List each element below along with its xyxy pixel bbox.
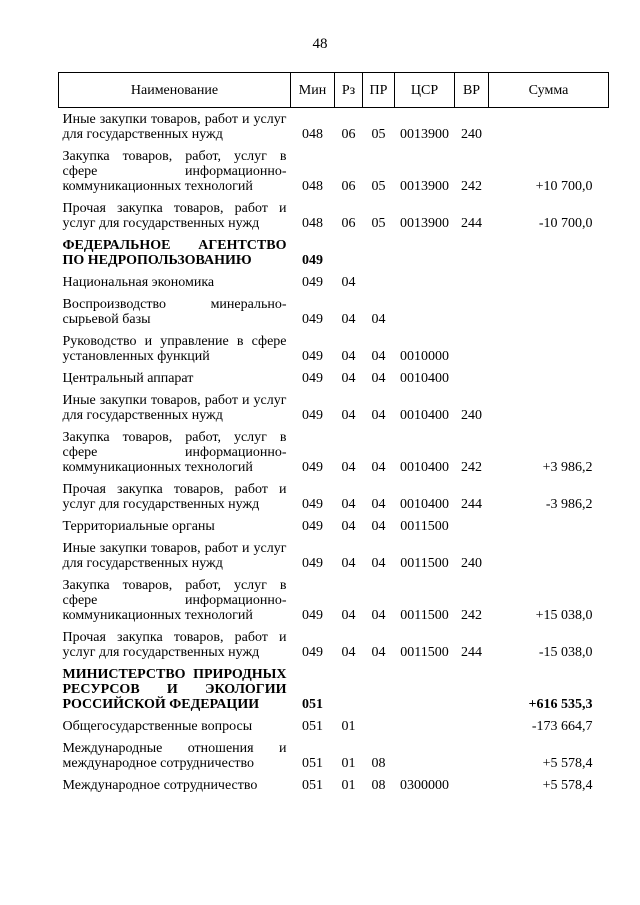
row-sum xyxy=(489,234,609,271)
row-min: 048 xyxy=(302,179,323,194)
row-csr: 0010400 xyxy=(400,460,449,475)
table-body xyxy=(59,108,609,797)
table-row xyxy=(59,774,609,796)
row-csr: 0010000 xyxy=(400,349,449,364)
row-pr: 04 xyxy=(371,645,386,660)
table-row xyxy=(59,515,609,537)
row-pr: 08 xyxy=(371,778,386,793)
row-csr: 0013900 xyxy=(400,127,449,142)
row-vr xyxy=(455,367,489,389)
row-min: 048 xyxy=(302,127,323,142)
row-min: 048 xyxy=(302,216,323,231)
row-csr: 0013900 xyxy=(400,179,449,194)
row-sum: -15 038,0 xyxy=(538,645,593,660)
table-row xyxy=(59,663,609,715)
row-min: 051 xyxy=(302,756,323,771)
table-header-row xyxy=(59,73,609,108)
header-vr: ВР xyxy=(455,73,489,108)
row-sum xyxy=(489,330,609,367)
row-vr xyxy=(455,737,489,774)
row-vr: 244 xyxy=(461,645,482,660)
row-rz: 06 xyxy=(341,216,356,231)
row-name: Центральный аппарат xyxy=(62,371,194,386)
row-csr: 0010400 xyxy=(400,371,449,386)
row-csr: 0011500 xyxy=(400,519,449,534)
row-min: 051 xyxy=(302,778,323,793)
row-csr: 0010400 xyxy=(400,497,449,512)
row-vr xyxy=(455,330,489,367)
row-csr xyxy=(395,737,455,774)
row-rz: 04 xyxy=(341,460,356,475)
row-min: 049 xyxy=(302,519,323,534)
row-name: Иные закупки товаров, работ и услуг для государственных нужд xyxy=(62,393,287,423)
row-sum: +10 700,0 xyxy=(535,179,593,194)
table-row xyxy=(59,574,609,626)
table-row xyxy=(59,234,609,271)
row-rz: 06 xyxy=(341,127,356,142)
table-row xyxy=(59,715,609,737)
header-rz: Рз xyxy=(335,73,363,108)
table-row xyxy=(59,330,609,367)
row-rz: 04 xyxy=(341,556,356,571)
row-name: Иные закупки товаров, работ и услуг для государственных нужд xyxy=(62,541,287,571)
row-pr: 05 xyxy=(371,179,386,194)
table-row xyxy=(59,145,609,197)
row-sum xyxy=(489,537,609,574)
row-csr xyxy=(395,234,455,271)
row-pr: 05 xyxy=(371,127,386,142)
row-vr xyxy=(455,234,489,271)
row-rz: 04 xyxy=(341,519,356,534)
row-vr: 244 xyxy=(461,497,482,512)
row-sum: +3 986,2 xyxy=(542,460,593,475)
row-name: Закупка товаров, работ, услуг в сфере информационно-коммуникационных технологий xyxy=(62,578,287,623)
row-csr: 0011500 xyxy=(400,556,449,571)
header-sum: Сумма xyxy=(489,73,609,108)
row-vr: 242 xyxy=(461,460,482,475)
row-name: Общегосударственные вопросы xyxy=(62,719,253,734)
row-rz: 01 xyxy=(341,778,356,793)
row-name: Руководство и управление в сфере установленных функций xyxy=(62,334,287,364)
row-csr: 0010400 xyxy=(400,408,449,423)
row-rz: 04 xyxy=(341,275,356,290)
row-pr: 04 xyxy=(371,371,386,386)
header-name: Наименование xyxy=(59,73,291,108)
row-name: Международное сотрудничество xyxy=(62,778,258,793)
table-row xyxy=(59,293,609,330)
row-name: Национальная экономика xyxy=(62,275,215,290)
table-row xyxy=(59,197,609,234)
row-min: 049 xyxy=(302,645,323,660)
header-csr: ЦСР xyxy=(395,73,455,108)
table-row xyxy=(59,271,609,293)
row-rz: 01 xyxy=(341,756,356,771)
row-pr xyxy=(363,234,395,271)
row-name: ФЕДЕРАЛЬНОЕ АГЕНТСТВО ПО НЕДРОПОЛЬЗОВАНИЮ xyxy=(62,238,287,268)
row-name: Прочая закупка товаров, работ и услуг для государственных нужд xyxy=(62,482,287,512)
row-name: Прочая закупка товаров, работ и услуг для государственных нужд xyxy=(62,630,287,660)
row-rz: 04 xyxy=(341,408,356,423)
table-row xyxy=(59,478,609,515)
row-vr xyxy=(455,774,489,796)
row-vr: 244 xyxy=(461,216,482,231)
row-sum xyxy=(489,271,609,293)
row-rz: 04 xyxy=(341,608,356,623)
row-vr xyxy=(455,293,489,330)
row-min: 051 xyxy=(302,719,323,734)
table-row xyxy=(59,367,609,389)
row-sum: +616 535,3 xyxy=(528,697,593,712)
row-pr: 04 xyxy=(371,608,386,623)
row-name: Закупка товаров, работ, услуг в сфере информационно-коммуникационных технологий xyxy=(62,149,287,194)
row-sum xyxy=(489,367,609,389)
row-vr: 242 xyxy=(461,608,482,623)
budget-table xyxy=(58,72,609,796)
row-rz: 04 xyxy=(341,645,356,660)
row-name: Закупка товаров, работ, услуг в сфере информационно-коммуникационных технологий xyxy=(62,430,287,475)
row-pr xyxy=(363,715,395,737)
row-name: Международные отношения и международное сотрудничество xyxy=(62,741,287,771)
row-pr: 08 xyxy=(371,756,386,771)
row-csr: 0013900 xyxy=(400,216,449,231)
row-vr xyxy=(455,663,489,715)
row-pr: 05 xyxy=(371,216,386,231)
row-min: 049 xyxy=(302,253,323,268)
table-row xyxy=(59,626,609,663)
table-row xyxy=(59,426,609,478)
row-sum: -10 700,0 xyxy=(538,216,593,231)
header-pr: ПР xyxy=(363,73,395,108)
row-vr: 240 xyxy=(461,127,482,142)
row-rz: 04 xyxy=(341,312,356,327)
row-pr: 04 xyxy=(371,408,386,423)
header-min: Мин xyxy=(291,73,335,108)
row-rz: 01 xyxy=(341,719,356,734)
row-min: 049 xyxy=(302,608,323,623)
row-sum: -3 986,2 xyxy=(545,497,593,512)
row-csr: 0011500 xyxy=(400,608,449,623)
row-min: 049 xyxy=(302,556,323,571)
row-csr xyxy=(395,715,455,737)
table-row xyxy=(59,537,609,574)
row-pr xyxy=(363,271,395,293)
row-pr: 04 xyxy=(371,556,386,571)
row-vr: 240 xyxy=(461,408,482,423)
row-min: 049 xyxy=(302,408,323,423)
row-csr xyxy=(395,293,455,330)
row-rz: 06 xyxy=(341,179,356,194)
row-name: Воспроизводство минерально-сырьевой базы xyxy=(62,297,287,327)
row-min: 049 xyxy=(302,275,323,290)
row-rz: 04 xyxy=(341,349,356,364)
row-min: 051 xyxy=(302,697,323,712)
row-vr xyxy=(455,515,489,537)
row-sum xyxy=(489,293,609,330)
row-vr xyxy=(455,271,489,293)
row-pr: 04 xyxy=(371,497,386,512)
row-sum xyxy=(489,108,609,146)
row-sum: +15 038,0 xyxy=(535,608,593,623)
row-pr xyxy=(363,663,395,715)
row-vr xyxy=(455,715,489,737)
row-min: 049 xyxy=(302,460,323,475)
page-number: 48 xyxy=(312,36,328,52)
table-row xyxy=(59,737,609,774)
row-rz: 04 xyxy=(341,497,356,512)
table-row xyxy=(59,389,609,426)
row-min: 049 xyxy=(302,349,323,364)
row-sum: +5 578,4 xyxy=(542,756,593,771)
row-min: 049 xyxy=(302,497,323,512)
row-vr: 240 xyxy=(461,556,482,571)
row-name: Прочая закупка товаров, работ и услуг для государственных нужд xyxy=(62,201,287,231)
row-rz xyxy=(335,234,363,271)
row-sum xyxy=(489,515,609,537)
row-vr: 242 xyxy=(461,179,482,194)
row-pr: 04 xyxy=(371,349,386,364)
row-min: 049 xyxy=(302,312,323,327)
row-sum: -173 664,7 xyxy=(531,719,593,734)
row-csr xyxy=(395,271,455,293)
row-csr: 0300000 xyxy=(400,778,449,793)
row-csr: 0011500 xyxy=(400,645,449,660)
table-row xyxy=(59,108,609,146)
row-min: 049 xyxy=(302,371,323,386)
row-rz xyxy=(335,663,363,715)
row-name: Иные закупки товаров, работ и услуг для государственных нужд xyxy=(62,112,287,142)
row-pr: 04 xyxy=(371,312,386,327)
row-csr xyxy=(395,663,455,715)
row-sum: +5 578,4 xyxy=(542,778,593,793)
row-name: Территориальные органы xyxy=(62,519,215,534)
row-sum xyxy=(489,389,609,426)
row-pr: 04 xyxy=(371,460,386,475)
row-rz: 04 xyxy=(341,371,356,386)
row-pr: 04 xyxy=(371,519,386,534)
row-name: МИНИСТЕРСТВО ПРИРОДНЫХ РЕСУРСОВ И ЭКОЛОГИИ РОССИЙСКОЙ ФЕДЕРАЦИИ xyxy=(62,667,287,712)
